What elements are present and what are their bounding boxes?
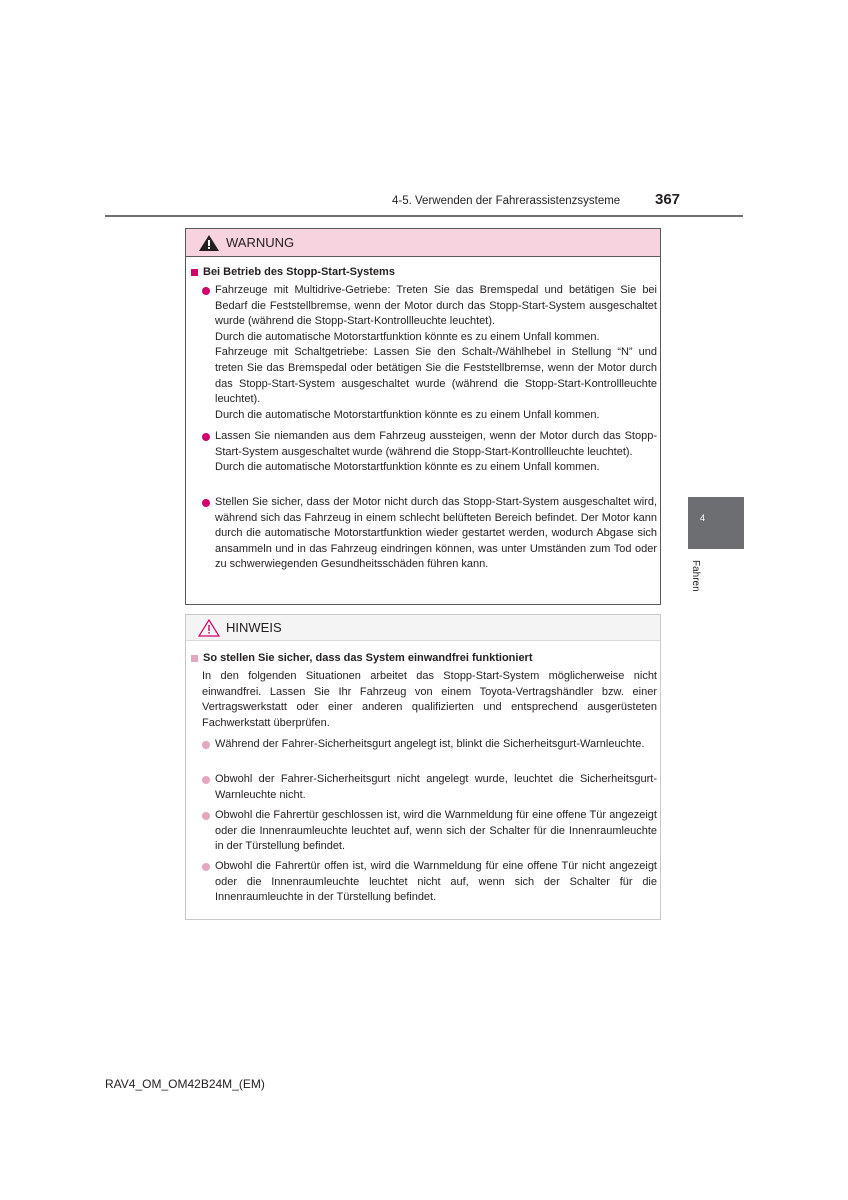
- note-section-title: [191, 652, 533, 664]
- warning-bullet-1-text-4: Durch die automatische Motorstartfunktion könnte es zu einem Unfall kommen.: [215, 408, 600, 421]
- warning-header: [186, 229, 660, 257]
- warning-section-title-text: Bei Betrieb des Stopp-Start-Systems: [203, 266, 395, 278]
- bullet-dot-icon: [202, 433, 210, 441]
- note-bullet-3-text: Obwohl die Fahrertür geschlossen ist, wird die Warnmeldung für eine offene Tür angezeigt oder die Innenraumleuchte leuchtet auf, wenn sich der Schalter für die Innenraumleuchte in der Türstellung befindet.: [215, 809, 657, 853]
- chapter-tab: [688, 497, 744, 549]
- note-section-title-text: So stellen Sie sicher, dass das System einwandfrei funktioniert: [203, 652, 533, 664]
- header-rule: [105, 215, 743, 217]
- caution-triangle-icon: [198, 619, 220, 637]
- bullet-dot-icon: [202, 776, 210, 784]
- note-bullet-4: [202, 859, 657, 906]
- note-bullet-2: [202, 772, 657, 803]
- warning-bullet-2-text-1: Lassen Sie niemanden aus dem Fahrzeug aussteigen, wenn der Motor durch das Stopp-Start-System ausgeschaltet wurde (während die Stopp-Start-Kontrollleuchte leuchtet).: [215, 430, 657, 458]
- warning-bullet-1-text-2: Durch die automatische Motorstartfunktion könnte es zu einem Unfall kommen.: [215, 330, 600, 343]
- warning-bullet-2-text-2: Durch die automatische Motorstartfunktion könnte es zu einem Unfall kommen.: [215, 461, 600, 474]
- note-box: [185, 614, 661, 920]
- square-bullet-icon: [191, 269, 198, 276]
- warning-bullet-1-text-1: Fahrzeuge mit Multidrive-Getriebe: Treten Sie das Bremspedal und betätigen Sie bei Bedarf die Feststellbremse, wenn der Motor durch das Stopp-Start-System ausgeschaltet wurde (während die Stopp-Start-Kontrollleuchte leuchtet).: [215, 284, 657, 328]
- footer-code: RAV4_OM_OM42B24M_(EM): [105, 1077, 265, 1091]
- bullet-dot-icon: [202, 287, 210, 295]
- note-bullet-1-text: Während der Fahrer-Sicherheitsgurt angelegt ist, blinkt die Sicherheitsgurt-Warnleuchte.: [215, 738, 645, 750]
- chapter-number: 4: [700, 513, 706, 523]
- warning-bullet-1: [202, 283, 657, 423]
- warning-box: [185, 228, 661, 605]
- page-number: 367: [655, 191, 681, 208]
- bullet-dot-icon: [202, 812, 210, 820]
- bullet-dot-icon: [202, 499, 210, 507]
- warning-triangle-icon: [198, 234, 220, 252]
- note-label: HINWEIS: [226, 620, 282, 635]
- bullet-dot-icon: [202, 863, 210, 871]
- note-bullet-2-text: Obwohl der Fahrer-Sicherheitsgurt nicht angelegt wurde, leuchtet die Sicherheitsgurt-Warnleuchte nicht.: [215, 773, 657, 801]
- bullet-dot-icon: [202, 741, 210, 749]
- note-bullet-4-text: Obwohl die Fahrertür offen ist, wird die Warnmeldung für eine offene Tür nicht angezeigt oder die Innenraumleuchte leuchtet nicht auf, wenn sich der Schalter für die Innenraumleuchte in der Türstellung befindet.: [215, 860, 657, 904]
- chapter-label: Fahren: [690, 560, 701, 592]
- warning-bullet-3: [202, 495, 657, 573]
- note-intro: In den folgenden Situationen arbeitet das Stopp-Start-System möglicherweise nicht einwandfrei. Lassen Sie Ihr Fahrzeug von einem Toyota-Vertragshändler bzw. einer Vertragswerkstatt oder einer anderen qualifizierten und entsprechend ausgerüsteten Fachwerkstatt überprüfen.: [202, 670, 657, 729]
- note-header: [186, 615, 660, 641]
- square-bullet-icon: [191, 655, 198, 662]
- warning-section-title: [191, 266, 395, 278]
- warning-bullet-2: [202, 429, 657, 476]
- running-header-section: 4-5. Verwenden der Fahrerassistenzsysteme: [392, 195, 621, 207]
- warning-bullet-1-text-3: Fahrzeuge mit Schaltgetriebe: Lassen Sie den Schalt-/Wählhebel in Stellung “N” und treten Sie das Bremspedal oder betätigen Sie die Feststellbremse, wenn der Motor durch das Stopp-Start-System ausgeschaltet wurde (während die Stopp-Start-Kontrollleuchte leuchtet).: [215, 346, 657, 406]
- note-bullet-1: [202, 737, 657, 753]
- warning-bullet-3-text: Stellen Sie sicher, dass der Motor nicht durch das Stopp-Start-System ausgeschaltet wird, während sich das Fahrzeug in einem schlecht belüfteten Bereich befindet. Der Motor kann durch die automatische Motorstartfunktion wieder gestartet werden, wodurch Abgase sich ansammeln und in das Fahrzeug eindringen können, was unter Umständen zum Tod oder zu schwerwiegenden Gesundheitsschäden führen kann.: [215, 496, 657, 571]
- warning-label: WARNUNG: [226, 235, 295, 250]
- note-bullet-3: [202, 808, 657, 855]
